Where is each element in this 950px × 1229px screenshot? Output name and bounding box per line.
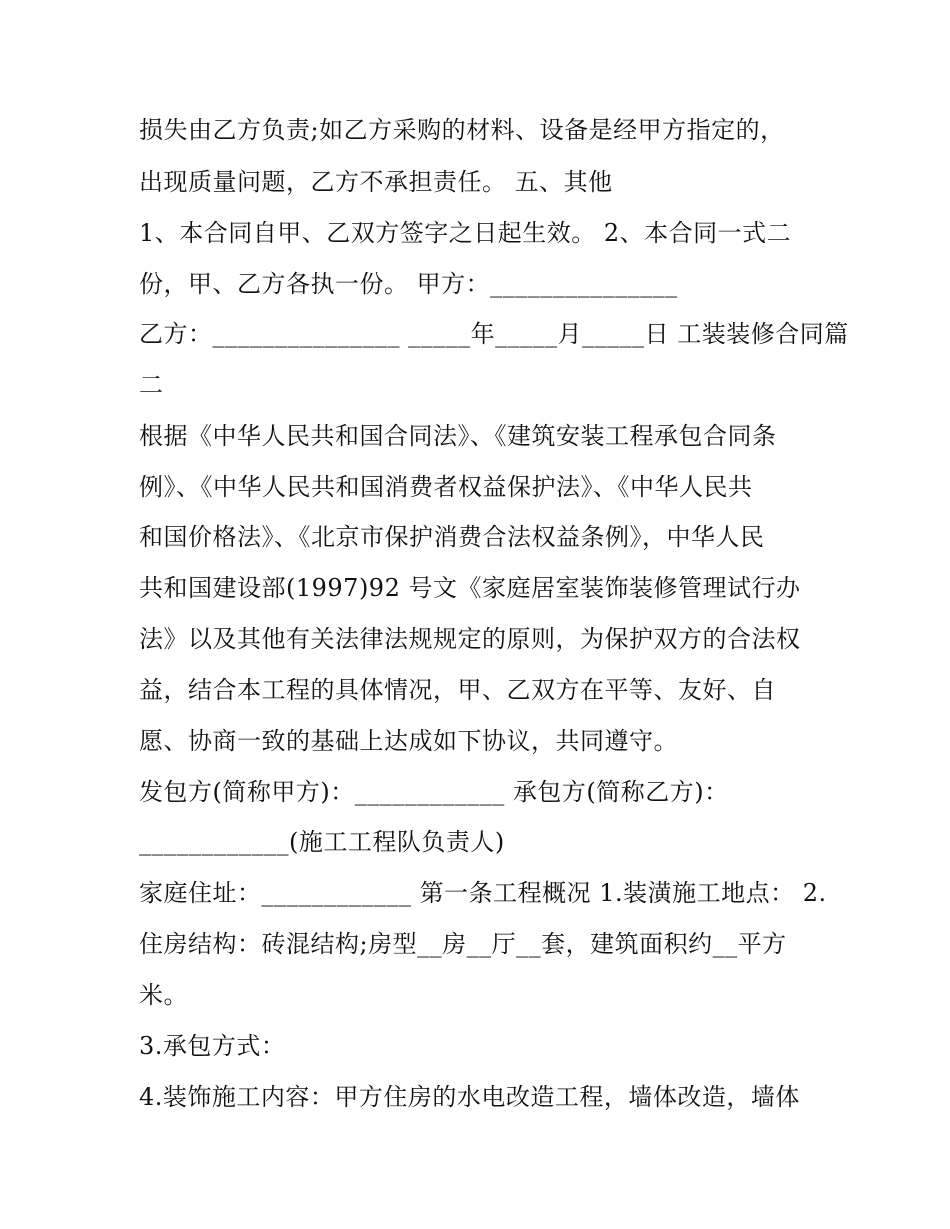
text-line-9: 和国价格法》、《北京市保护消费合法权益条例》，中华人民 [139,523,765,551]
text-line-6: 二 [139,371,164,399]
text-line-13: 愿、协商一致的基础上达成如下协议，共同遵守。 [139,727,678,755]
text-line-14: 发包方(简称甲方)：____________ 承包方(简称乙方)： [139,778,729,806]
text-line-17: 住房结构：砖混结构;房型__房__厅__套，建筑面积约__平方 [139,930,787,958]
text-line-8: 例》、《中华人民共和国消费者权益保护法》、《中华人民共 [139,473,753,501]
text-line-7: 根据《中华人民共和国合同法》、《建筑安装工程承包合同条 [139,422,777,450]
text-line-20: 4.装饰施工内容：甲方住房的水电改造工程，墙体改造，墙体 [139,1083,800,1111]
text-line-12: 益，结合本工程的具体情况，甲、乙双方在平等、友好、自 [139,676,776,704]
text-line-10: 共和国建设部(1997)92 号文《家庭居室装饰装修管理试行办 [139,574,801,602]
text-line-1: 损失由乙方负责;如乙方采购的材料、设备是经甲方指定的， [139,116,785,144]
text-line-4: 份，甲、乙方各执一份。 甲方：_______________ [139,270,678,298]
text-line-2: 出现质量问题，乙方不承担责任。 五、其他 [139,168,613,196]
text-line-15: ____________(施工工程队负责人) [139,828,505,856]
text-line-5: 乙方：_______________ _____年_____月_____日 工装装修合同篇 [139,320,849,348]
text-line-16: 家庭住址：____________ 第一条工程概况 1.装潢施工地点： 2. [139,879,827,907]
text-line-3: 1、本合同自甲、乙双方签字之日起生效。 2、本合同一式二 [139,219,792,247]
text-line-18: 米。 [139,981,188,1009]
text-line-19: 3.承包方式： [139,1032,286,1060]
text-line-11: 法》以及其他有关法律法规规定的原则，为保护双方的合法权 [139,625,801,653]
